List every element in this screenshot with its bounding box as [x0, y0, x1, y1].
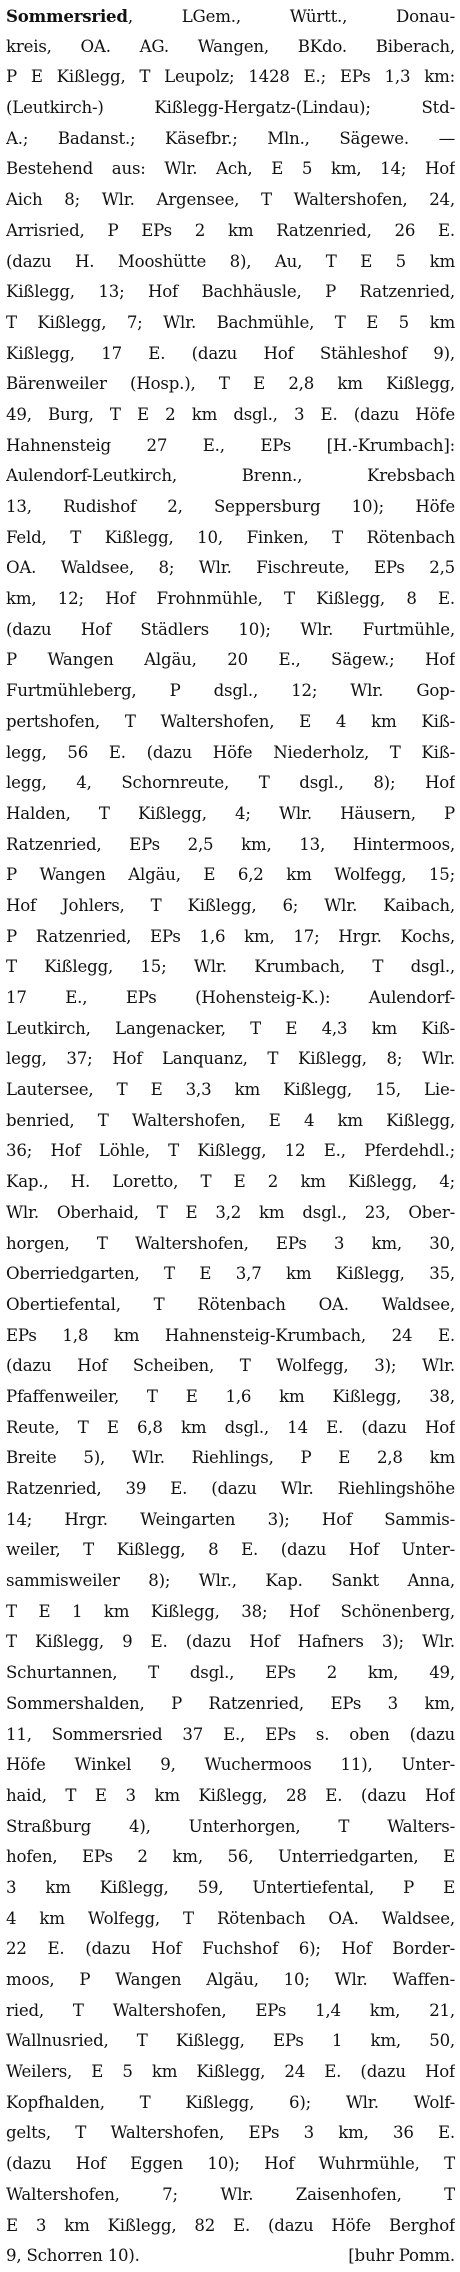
- text-line: moos, P Wangen Algäu, 10; Wlr. Waffen-: [6, 1970, 455, 1989]
- text-line: legg, 37; Hof Lanquanz, T Kißlegg, 8; Wlr.: [6, 1049, 455, 1069]
- text-line: P E Kißlegg, T Leupolz; 1428 E.; EPs 1,3 km:: [6, 67, 455, 87]
- text-line: ried, T Waltershofen, EPs 1,4 km, 21,: [6, 2000, 455, 2020]
- text-line: 3 km Kißlegg, 59, Untertiefental, P E: [6, 1877, 455, 1897]
- text-line: P Wangen Algäu, E 6,2 km Wolfegg, 15;: [6, 865, 455, 885]
- text-line: Obertiefental, T Rötenbach OA. Waldsee,: [6, 1294, 455, 1314]
- text-line: P Ratzenried, EPs 1,6 km, 17; Hrgr. Kochs,: [6, 926, 455, 946]
- text-line: Weilers, E 5 km Kißlegg, 24 E. (dazu Hof: [6, 2062, 455, 2082]
- text-line: Wallnusried, T Kißlegg, EPs 1 km, 50,: [6, 2031, 455, 2051]
- text-line: Reute, T E 6,8 km dsgl., 14 E. (dazu Hof: [6, 1417, 455, 1437]
- text-line: Bärenweiler (Hosp.), T E 2,8 km Kißlegg,: [6, 374, 455, 394]
- text-line: Waltershofen, 7; Wlr. Zaisenhofen, T: [6, 2184, 455, 2204]
- text-line: T Kißlegg, 15; Wlr. Krumbach, T dsgl.,: [6, 957, 455, 977]
- text-line: T Kißlegg, 9 E. (dazu Hof Hafners 3); Wlr.: [6, 1632, 455, 1652]
- text-line: pertshofen, T Waltershofen, E 4 km Kiß-: [6, 711, 455, 731]
- text-line: Sommershalden, P Ratzenried, EPs 3 km,: [6, 1693, 455, 1713]
- text-line: haid, T E 3 km Kißlegg, 28 E. (dazu Hof: [6, 1785, 455, 1805]
- text-line: 4 km Wolfegg, T Rötenbach OA. Waldsee,: [6, 1908, 455, 1928]
- text-line: 49, Burg, T E 2 km dsgl., 3 E. (dazu Höfe: [6, 404, 455, 424]
- text-line: (dazu Hof Städlers 10); Wlr. Furtmühle,: [6, 619, 455, 639]
- text-line: Pfaffenweiler, T E 1,6 km Kißlegg, 38,: [6, 1386, 455, 1406]
- text-line: Furtmühleberg, P dsgl., 12; Wlr. Gop-: [6, 681, 455, 701]
- text-line: Ratzenried, EPs 2,5 km, 13, Hintermoos,: [6, 834, 455, 854]
- text-line: 11, Sommersried 37 E., EPs s. oben (dazu: [6, 1724, 455, 1744]
- text-line: 22 E. (dazu Hof Fuchshof 6); Hof Border-: [6, 1939, 455, 1959]
- text-line: (dazu Hof Scheiben, T Wolfegg, 3); Wlr.: [6, 1356, 455, 1376]
- text-line: 9, Schorren 10).: [6, 2246, 140, 2266]
- text-line: Straßburg 4), Unterhorgen, T Walters-: [6, 1816, 455, 1836]
- text-line: 14; Hrgr. Weingarten 3); Hof Sammis-: [6, 1509, 455, 1529]
- text-line: (dazu Hof Eggen 10); Hof Wuhrmühle, T: [6, 2154, 455, 2174]
- text-line: (Leutkirch-) Kißlegg-Hergatz-(Lindau); Std-: [6, 98, 455, 118]
- text-line: Bestehend aus: Wlr. Ach, E 5 km, 14; Hof: [6, 159, 455, 179]
- text-line: weiler, T Kißlegg, 8 E. (dazu Hof Unter-: [6, 1540, 455, 1560]
- text-line: legg, 4, Schornreute, T dsgl., 8); Hof: [6, 773, 455, 793]
- text-line: T Kißlegg, 7; Wlr. Bachmühle, T E 5 km: [6, 312, 455, 332]
- text-line: Hof Johlers, T Kißlegg, 6; Wlr. Kaibach,: [6, 895, 455, 915]
- text-line: Breite 5), Wlr. Riehlings, P E 2,8 km: [6, 1448, 455, 1468]
- text-line: Kißlegg, 13; Hof Bachhäusle, P Ratzenried,: [6, 282, 455, 302]
- text-line: Lautersee, T E 3,3 km Kißlegg, 15, Lie-: [6, 1080, 455, 1100]
- text-line: Ratzenried, 39 E. (dazu Wlr. Riehlingshöhe: [6, 1479, 455, 1498]
- text-line: T E 1 km Kißlegg, 38; Hof Schönenberg,: [6, 1601, 455, 1621]
- text-line: 13, Rudishof 2, Seppersburg 10); Höfe: [6, 497, 455, 516]
- text-line: Feld, T Kißlegg, 10, Finken, T Rötenbach: [6, 527, 455, 547]
- text-line: Sommersried, LGem., Württ., Donau-: [6, 6, 455, 26]
- text-line: Schurtannen, T dsgl., EPs 2 km, 49,: [6, 1663, 455, 1683]
- text-line: km, 12; Hof Frohnmühle, T Kißlegg, 8 E.: [6, 589, 455, 609]
- entry-text-block: [6, 1, 455, 2272]
- text-line: Halden, T Kißlegg, 4; Wlr. Häusern, P: [6, 803, 455, 823]
- text-line: Aulendorf-Leutkirch, Brenn., Krebsbach: [6, 466, 455, 486]
- text-line: Kopfhalden, T Kißlegg, 6); Wlr. Wolf-: [6, 2092, 455, 2112]
- text-line: E 3 km Kißlegg, 82 E. (dazu Höfe Berghof: [6, 2215, 455, 2235]
- text-line: Höfe Winkel 9, Wuchermoos 11), Unter-: [6, 1755, 455, 1775]
- headword: Sommersried: [6, 6, 128, 26]
- text-line: 17 E., EPs (Hohensteig-K.): Aulendorf-: [6, 988, 455, 1007]
- text-line: kreis, OA. AG. Wangen, BKdo. Biberach,: [6, 36, 455, 56]
- text-line: sammisweiler 8); Wlr., Kap. Sankt Anna,: [6, 1571, 455, 1591]
- text-line: P Wangen Algäu, 20 E., Sägew.; Hof: [6, 650, 455, 670]
- text-line: Leutkirch, Langenacker, T E 4,3 km Kiß-: [6, 1018, 455, 1038]
- text-line: OA. Waldsee, 8; Wlr. Fischreute, EPs 2,5: [6, 558, 455, 578]
- text-line: legg, 56 E. (dazu Höfe Niederholz, T Kiß-: [6, 742, 455, 762]
- text-line: gelts, T Waltershofen, EPs 3 km, 36 E.: [6, 2123, 455, 2143]
- text-line: A.; Badanst.; Käsefbr.; Mln., Sägewe. —: [6, 128, 455, 148]
- text-line: 36; Hof Löhle, T Kißlegg, 12 E., Pferdehdl.;: [6, 1141, 455, 1161]
- text-line: Hahnensteig 27 E., EPs [H.-Krumbach]:: [6, 435, 455, 455]
- text-line: hofen, EPs 2 km, 56, Unterriedgarten, E: [6, 1847, 455, 1867]
- text-line: EPs 1,8 km Hahnensteig-Krumbach, 24 E.: [6, 1325, 455, 1345]
- text-line: Kap., H. Loretto, T E 2 km Kißlegg, 4;: [6, 1172, 455, 1192]
- text-line: Wlr. Oberhaid, T E 3,2 km dsgl., 23, Ober-: [6, 1202, 455, 1222]
- text-line: Aich 8; Wlr. Argensee, T Waltershofen, 24,: [6, 190, 455, 210]
- text-line: horgen, T Waltershofen, EPs 3 km, 30,: [6, 1233, 455, 1253]
- text-line: Kißlegg, 17 E. (dazu Hof Stähleshof 9),: [6, 343, 455, 363]
- text-line: Arrisried, P EPs 2 km Ratzenried, 26 E.: [6, 220, 455, 240]
- text-line: benried, T Waltershofen, E 4 km Kißlegg,: [6, 1110, 455, 1130]
- text-line: (dazu H. Mooshütte 8), Au, T E 5 km: [6, 251, 455, 271]
- text-line: Oberriedgarten, T E 3,7 km Kißlegg, 35,: [6, 1264, 455, 1284]
- text-line: [buhr Pomm.: [348, 2246, 455, 2266]
